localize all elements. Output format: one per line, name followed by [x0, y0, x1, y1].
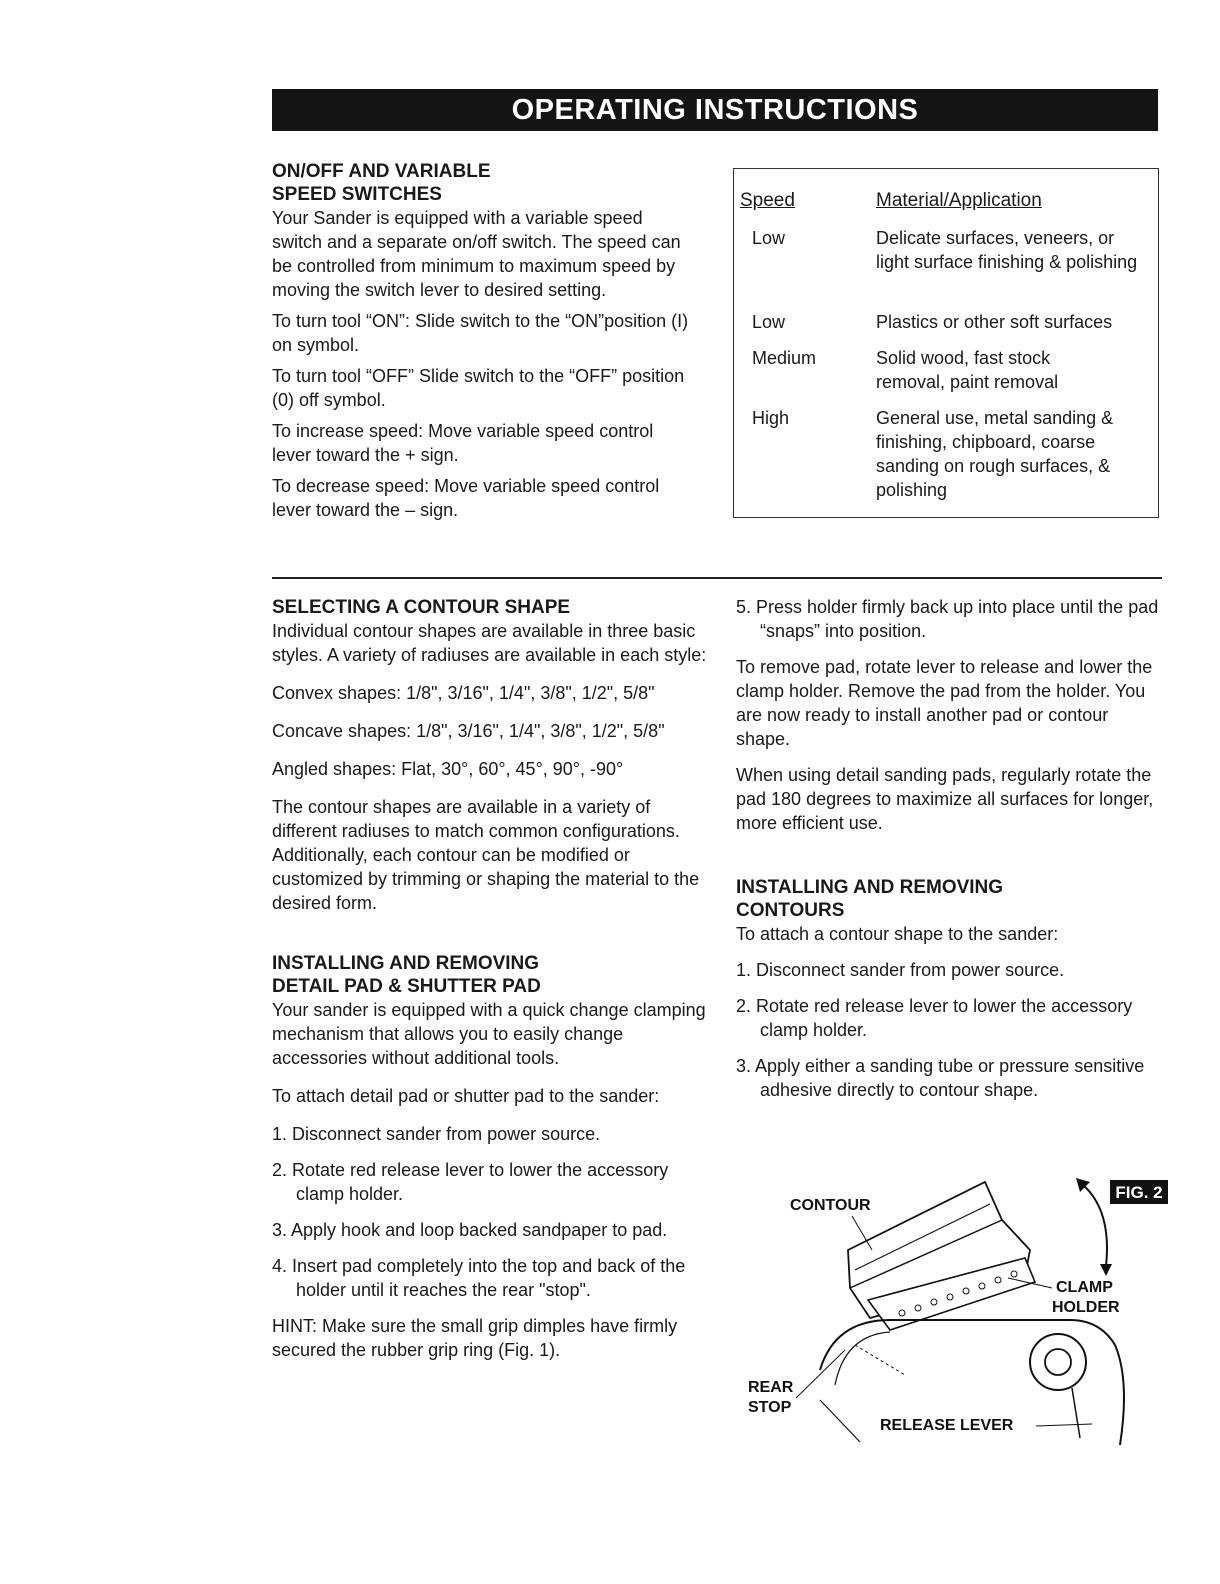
- concave-shapes: Concave shapes: 1/8", 3/16", 1/4", 3/8", 1/2", 5/8": [272, 721, 665, 741]
- label-stop: STOP: [748, 1399, 792, 1416]
- contours-heading-1: INSTALLING AND REMOVING: [736, 877, 1004, 898]
- switches-paragraph: To increase speed: Move variable speed control lever toward the + sign.: [272, 421, 654, 465]
- detail-pad-heading-2: DETAIL PAD & SHUTTER PAD: [272, 976, 541, 997]
- angled-shapes: Angled shapes: Flat, 30°, 60°, 45°, 90°, -90°: [272, 759, 624, 779]
- detail-pad-step: 2. Rotate red release lever to lower the accessory clamp holder.: [272, 1160, 669, 1204]
- section-divider: [272, 577, 1162, 579]
- switches-section: [272, 160, 692, 529]
- material-cell: Plastics or other soft surfaces: [876, 312, 1113, 332]
- release-lever-stem: [1072, 1388, 1080, 1438]
- speed-cell: Medium: [752, 348, 817, 368]
- detail-use-text: When using detail sanding pads, regularly rotate the pad 180 degrees to maximize all surfaces for longer, more efficient use.: [736, 765, 1154, 833]
- label-contour: CONTOUR: [790, 1197, 871, 1214]
- sander-body-inner: [835, 1332, 890, 1385]
- label-clamp: CLAMP: [1056, 1279, 1113, 1296]
- switches-paragraph: To turn tool “OFF” Slide switch to the “OFF” position (0) off symbol.: [272, 366, 685, 410]
- contours-step: 3. Apply either a sanding tube or pressure sensitive adhesive directly to contour shape.: [736, 1056, 1145, 1100]
- contour-intro: Individual contour shapes are available in three basic styles. A variety of radiuses are available in each style:: [272, 621, 707, 665]
- contours-step: 1. Disconnect sander from power source.: [736, 960, 1065, 980]
- speed-table: [733, 168, 1159, 518]
- speed-column-header: Speed: [740, 190, 795, 211]
- switches-paragraph: Your Sander is equipped with a variable speed switch and a separate on/off switch. The speed can be controlled from minimum to maximum speed by moving the switch lever to desired setting.: [272, 208, 681, 300]
- left-column: [272, 596, 708, 1369]
- remove-pad-text: To remove pad, rotate lever to release and lower the clamp holder. Remove the pad from the holder. You are now ready to install another pad or contour shape.: [736, 657, 1153, 749]
- switches-heading-2: SPEED SWITCHES: [272, 184, 442, 205]
- detail-pad-step: 3. Apply hook and loop backed sandpaper to pad.: [272, 1220, 668, 1240]
- detail-pad-attach: To attach detail pad or shutter pad to the sander:: [272, 1086, 660, 1106]
- speed-cell: High: [752, 408, 790, 428]
- detail-pad-heading-1: INSTALLING AND REMOVING: [272, 953, 540, 974]
- contours-step: 2. Rotate red release lever to lower the accessory clamp holder.: [736, 996, 1133, 1040]
- leader-release: [1036, 1424, 1092, 1426]
- detail-pad-hint: HINT: Make sure the small grip dimples have firmly secured the rubber grip ring (Fig. 1).: [272, 1316, 678, 1360]
- arrow-head-bottom: [1100, 1264, 1112, 1276]
- fig-badge: FIG. 2: [1115, 1183, 1163, 1202]
- speed-cell: Low: [752, 312, 786, 332]
- switches-paragraph: To turn tool “ON”: Slide switch to the “ON”position (I) on symbol.: [272, 311, 689, 355]
- material-cell: Delicate surfaces, veneers, or light surface finishing & polishing: [876, 228, 1138, 272]
- contours-intro: To attach a contour shape to the sander:: [736, 924, 1059, 944]
- page-banner: OPERATING INSTRUCTIONS: [272, 89, 1158, 131]
- label-rear: REAR: [748, 1379, 794, 1396]
- body-dash: [855, 1345, 905, 1375]
- body-edge-lower: [820, 1400, 860, 1442]
- switches-heading-1: ON/OFF AND VARIABLE: [272, 161, 491, 182]
- detail-pad-step: 1. Disconnect sander from power source.: [272, 1124, 601, 1144]
- release-lever-center: [1045, 1349, 1071, 1375]
- detail-pad-step-5: 5. Press holder firmly back up into place until the pad “snaps” into position.: [736, 597, 1159, 641]
- label-holder: HOLDER: [1052, 1299, 1120, 1316]
- contours-heading-2: CONTOURS: [736, 900, 845, 921]
- right-column: [736, 595, 1166, 1114]
- rotation-arrow: [1082, 1184, 1107, 1266]
- detail-pad-intro: Your sander is equipped with a quick change clamping mechanism that allows you to easily change accessories without additional tools.: [272, 1000, 706, 1068]
- convex-shapes: Convex shapes: 1/8", 3/16", 1/4", 3/8", 1/2", 5/8": [272, 683, 655, 703]
- detail-pad-step: 4. Insert pad completely into the top and back of the holder until it reaches the rear "stop".: [272, 1256, 686, 1300]
- contour-outro: The contour shapes are available in a variety of different radiuses to match common configurations. Additionally, each contour can be modified or customized by trimming or shaping the material to the desired form.: [272, 797, 700, 913]
- contour-shape-heading: SELECTING A CONTOUR SHAPE: [272, 597, 571, 618]
- figure-2-illustration: [740, 1170, 1180, 1480]
- switches-paragraph: To decrease speed: Move variable speed control lever toward the – sign.: [272, 476, 660, 520]
- speed-cell: Low: [752, 228, 786, 248]
- material-cell: Solid wood, fast stock removal, paint removal: [876, 348, 1059, 392]
- material-cell: General use, metal sanding & finishing, chipboard, coarse sanding on rough surfaces, & polishing: [876, 408, 1114, 500]
- material-column-header: Material/Application: [876, 190, 1042, 211]
- label-release-lever: RELEASE LEVER: [880, 1417, 1014, 1434]
